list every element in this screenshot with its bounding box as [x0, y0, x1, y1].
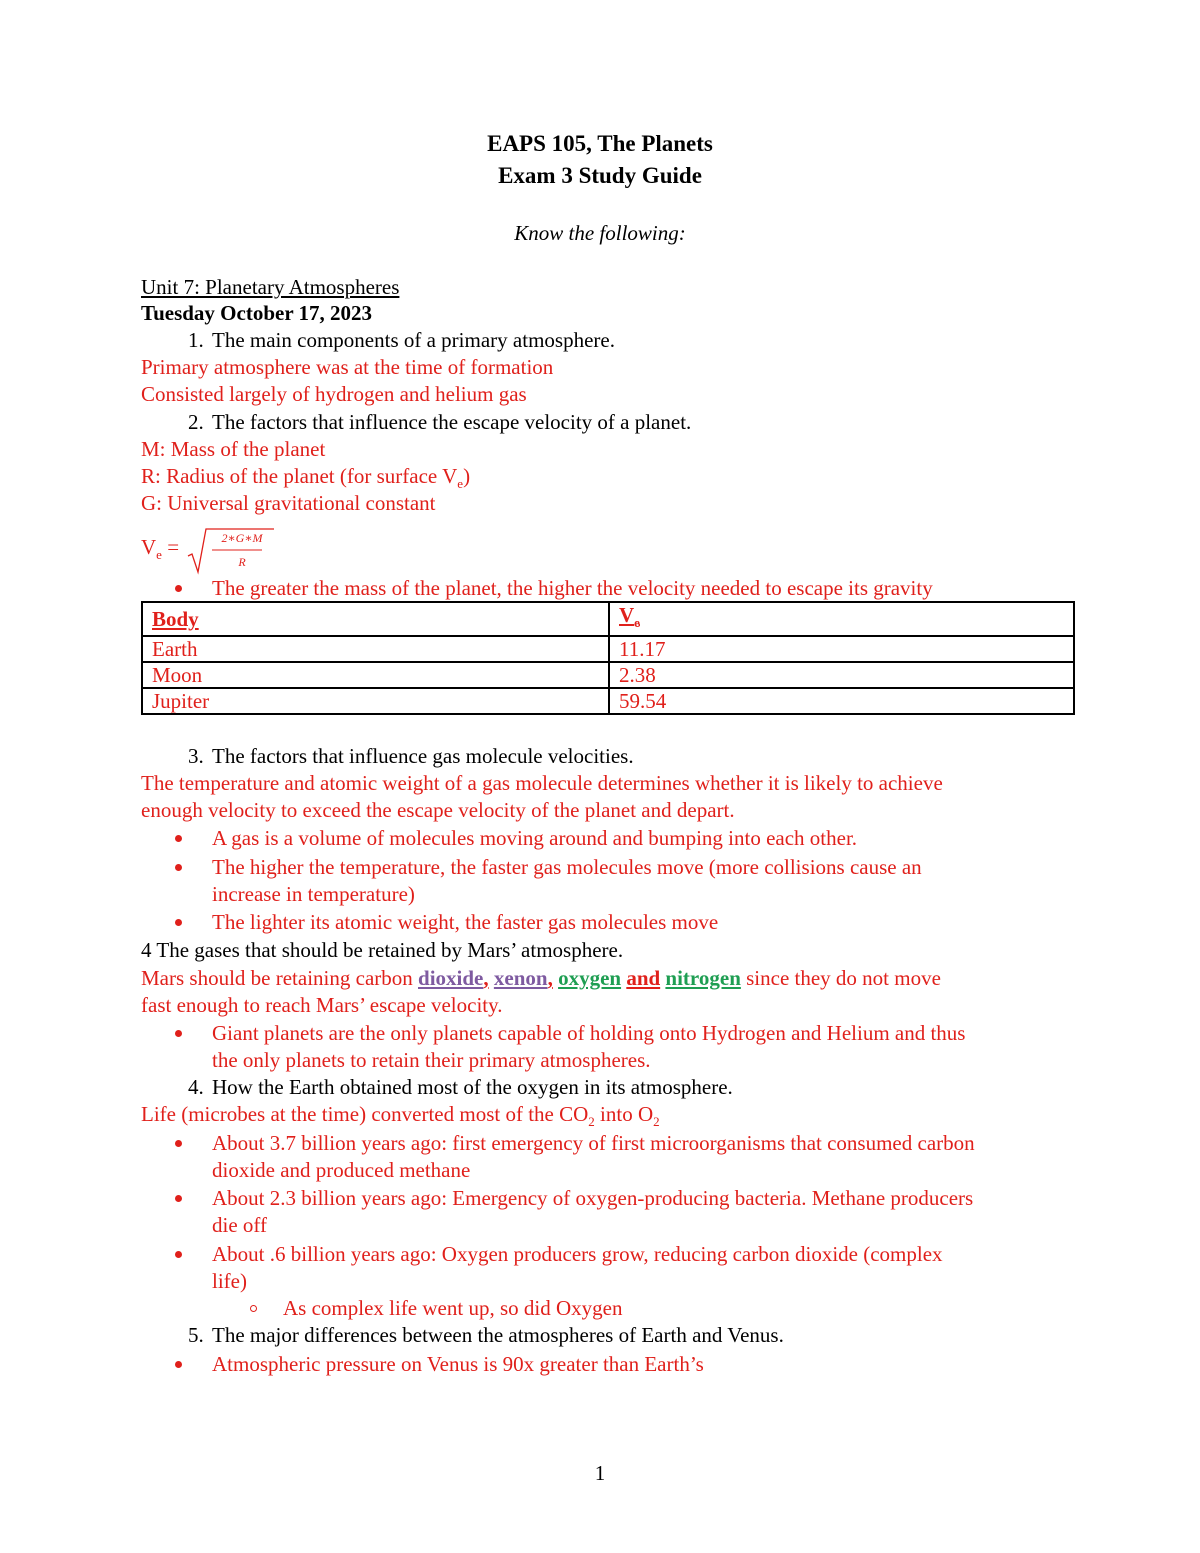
q1-answer-2: Consisted largely of hydrogen and helium gas — [141, 382, 527, 406]
exam-title: Exam 3 Study Guide — [498, 163, 702, 188]
bullet-icon — [175, 864, 182, 871]
q4b-bullet-2-line-2: die off — [212, 1213, 268, 1237]
bullet-icon — [175, 1251, 182, 1258]
q4a-bullet-line-1: Giant planets are the only planets capable of holding onto Hydrogen and Helium and thus — [212, 1021, 966, 1045]
q3-bullet-2-line-2: increase in temperature) — [212, 882, 415, 906]
q1-text: The main components of a primary atmosphere. — [212, 328, 615, 352]
q2-radius: R: Radius of the planet (for surface $V_e$) — [141, 464, 471, 492]
unit-date: Tuesday October 17, 2023 — [141, 301, 373, 325]
course-title: EAPS 105, The Planets — [487, 131, 713, 156]
table-cell-ve: 2.38 — [609, 662, 1074, 688]
table-row — [142, 688, 1074, 714]
q4b-text: How the Earth obtained most of the oxygen in its atmosphere. — [212, 1075, 733, 1099]
table-header-body: Body — [142, 602, 609, 636]
formula-numerator: 2∗G∗M — [221, 531, 263, 545]
bullet-icon — [175, 1030, 182, 1037]
q3-answer-line-2: enough velocity to exceed the escape velocity of the planet and depart. — [141, 798, 735, 822]
q4a-answer-line-2: fast enough to reach Mars’ escape velocity. — [141, 993, 503, 1017]
q4a-answer-line-1: Mars should be retaining carbon dioxide, xenon, oxygen and nitrogen since they do not move — [141, 966, 941, 990]
q2-mass: M: Mass of the planet — [141, 437, 326, 461]
q5-text: The major differences between the atmospheres of Earth and Venus. — [212, 1323, 784, 1347]
q4b-bullet-1-line-1: About 3.7 billion years ago: first emergency of first microorganisms that consumed carbon — [212, 1131, 975, 1155]
q4a-bullet-line-2: the only planets to retain their primary atmospheres. — [212, 1048, 651, 1072]
table-cell-body: Earth — [142, 636, 609, 662]
table-cell-ve: 11.17 — [609, 636, 1074, 662]
q2-number: 2. — [188, 410, 204, 434]
q4b-number: 4. — [188, 1075, 204, 1099]
table-cell-body: Jupiter — [142, 688, 609, 714]
q4b-bullet-2-line-1: About 2.3 billion years ago: Emergency of oxygen-producing bacteria. Methane producers — [212, 1186, 974, 1210]
intro-text: Know the following: — [514, 221, 686, 245]
table-cell-body: Moon — [142, 662, 609, 688]
formula-lhs: $V_e$ = — [141, 535, 180, 563]
q2-bullet: The greater the mass of the planet, the higher the velocity needed to escape its gravity — [212, 576, 933, 600]
bullet-icon — [175, 1140, 182, 1147]
q1-number: 1. — [188, 328, 204, 352]
formula-denominator: R — [238, 555, 246, 569]
q4b-bullet-3-line-1: About .6 billion years ago: Oxygen producers grow, reducing carbon dioxide (complex — [212, 1242, 943, 1266]
q1-answer-1: Primary atmosphere was at the time of formation — [141, 355, 554, 379]
q4b-answer: Life (microbes at the time) converted most of the $CO_2$ into $O_2$ — [141, 1102, 660, 1130]
table-cell-ve: 59.54 — [609, 688, 1074, 714]
table-header-row — [142, 602, 1074, 636]
bullet-icon — [175, 1361, 182, 1368]
hollow-bullet-icon — [250, 1305, 257, 1312]
q4b-bullet-3-line-2: life) — [212, 1269, 247, 1293]
bullet-icon — [175, 585, 182, 592]
q3-bullet-2-line-1: The higher the temperature, the faster gas molecules move (more collisions cause an — [212, 855, 922, 879]
bullet-icon — [175, 835, 182, 842]
table-header-ve: $V_e$ — [609, 602, 1074, 636]
q3-bullet-1: A gas is a volume of molecules moving around and bumping into each other. — [212, 826, 858, 850]
q3-bullet-3: The lighter its atomic weight, the faster gas molecules move — [212, 910, 719, 934]
q2-gravity: G: Universal gravitational constant — [141, 491, 436, 515]
table-row — [142, 636, 1074, 662]
bullet-icon — [175, 919, 182, 926]
q5-number: 5. — [188, 1323, 204, 1347]
q5-bullet: Atmospheric pressure on Venus is 90x greater than Earth’s — [212, 1352, 704, 1376]
q3-text: The factors that influence gas molecule velocities. — [212, 744, 634, 768]
q4b-sub-bullet: As complex life went up, so did Oxygen — [283, 1296, 623, 1320]
q3-answer-line-1: The temperature and atomic weight of a gas molecule determines whether it is likely to achieve — [141, 771, 943, 795]
unit-title: Unit 7: Planetary Atmospheres — [141, 275, 400, 299]
q4b-bullet-1-line-2: dioxide and produced methane — [212, 1158, 471, 1182]
escape-velocity-table — [141, 601, 1075, 715]
page-number: 1 — [594, 1461, 606, 1485]
table-row — [142, 662, 1074, 688]
q2-text: The factors that influence the escape velocity of a planet. — [212, 410, 692, 434]
q3-number: 3. — [188, 744, 204, 768]
bullet-icon — [175, 1195, 182, 1202]
q4a-text: 4 The gases that should be retained by Mars’ atmosphere. — [141, 938, 624, 962]
